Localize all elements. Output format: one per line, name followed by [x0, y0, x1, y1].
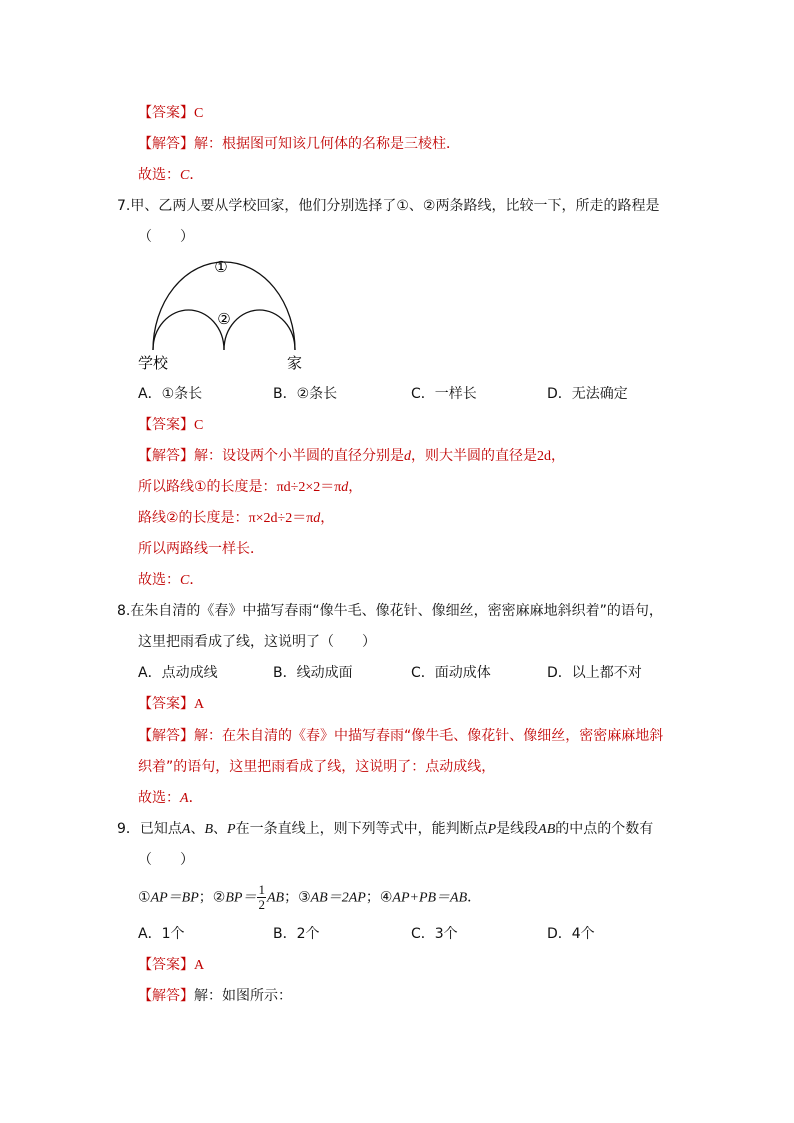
q7-a1-text: 设设两个小半圆的直径分别是	[222, 448, 404, 464]
q9-cond-2-post: AB	[266, 890, 285, 906]
q9-stem-d: 的中点的个数有	[555, 821, 654, 837]
q9-stem	[117, 819, 653, 840]
q7-a2-text: 所以路线①的长度是：	[138, 479, 277, 495]
q7-a2-d: d	[341, 480, 349, 495]
q9-cond-2-pre: BP＝	[225, 890, 257, 906]
q9-cond-3: AB＝2AP	[310, 890, 366, 906]
q7-a1-2d: 2d	[537, 449, 551, 464]
jie-label: 解：	[194, 988, 222, 1004]
q6-final-line	[138, 165, 203, 186]
jie-label: 解：	[194, 448, 222, 464]
q7-analysis-line-2	[138, 477, 362, 498]
q7-a2-comma: ，	[348, 479, 363, 495]
q8-analysis-line-1	[138, 726, 663, 746]
q9-option-b[interactable]: B．2个	[273, 926, 320, 942]
q6-final-prefix: 故选：	[138, 167, 180, 183]
q9-cond-4: AP+PB＝AB	[392, 890, 468, 906]
q9-sep-1: 、	[190, 821, 205, 837]
answer-label: 【答案】	[138, 696, 194, 712]
q9-conditions	[138, 883, 481, 913]
q6-analysis-text: 根据图可知该几何体的名称是三棱柱．	[222, 136, 460, 152]
q6-answer-value: C	[194, 106, 204, 121]
q7-a1-d: d	[404, 449, 411, 464]
route-1-label: ①	[214, 258, 228, 276]
jie-label: 解：	[194, 136, 222, 152]
q7-answer-value: C	[194, 418, 204, 433]
q7-final-line	[138, 570, 203, 591]
q9-semi-3: ；	[365, 889, 380, 906]
q9-stem-a: 9．已知点	[117, 821, 182, 837]
q8-answer-line	[138, 694, 204, 715]
q9-sep-2: 、	[213, 821, 228, 837]
q7-analysis-line-3	[138, 508, 334, 529]
q9-cond-1-num: ①	[138, 889, 151, 906]
q7-a1-comma: ，	[551, 448, 565, 464]
home-label: 家	[287, 354, 303, 372]
q7-analysis-line-1	[138, 446, 565, 467]
q8-final-value: A	[180, 791, 189, 806]
q7-a3-comma: ，	[320, 510, 335, 526]
q7-final-period: ．	[189, 572, 204, 588]
q7-route-figure	[0, 250, 794, 390]
analysis-label: 【解答】	[138, 448, 194, 464]
q8-answer-value: A	[194, 697, 205, 712]
q7-option-c[interactable]: C．一样长	[411, 386, 477, 402]
q9-cond-3-num: ③	[298, 889, 311, 906]
q9-cond-1: AP＝BP	[150, 890, 199, 906]
q9-answer-line	[138, 955, 204, 976]
answer-label: 【答案】	[138, 105, 194, 121]
fraction-denominator: 2	[258, 897, 265, 912]
q9-cond-4-num: ④	[379, 889, 393, 906]
q7-option-a[interactable]: A．①条长	[138, 386, 203, 402]
q9-point-b: B	[204, 822, 214, 837]
q8-final-period: ．	[188, 790, 203, 806]
q9-semi-1: ；	[198, 889, 213, 906]
q8-stem-1: 8.在朱自清的《春》中描写春雨“像牛毛、像花针、像细丝，密密麻麻地斜织着”的语句，	[117, 603, 663, 619]
route-2-label: ②	[217, 310, 231, 328]
q9-analysis-line	[138, 986, 292, 1006]
q9-point-p: P	[227, 822, 236, 837]
q9-answer-value: A	[194, 958, 205, 973]
answer-label: 【答案】	[138, 417, 194, 433]
q9-segment-ab: AB	[538, 822, 556, 837]
answer-label: 【答案】	[138, 957, 194, 973]
q9-point-a: A	[181, 822, 191, 837]
q9-stem-c: 是线段	[496, 821, 539, 837]
q9-cond-end: ．	[467, 889, 482, 906]
q8-option-b[interactable]: B．线动成面	[273, 665, 353, 681]
q7-answer-line	[138, 415, 203, 436]
q9-point-p-2: P	[487, 822, 497, 837]
q7-a3-expr: π×2d÷2＝π	[248, 511, 314, 526]
q6-final-period: ．	[189, 167, 204, 183]
school-label: 学校	[138, 354, 169, 372]
q7-a1-mid: ，则大半圆的直径是	[411, 448, 537, 464]
q8-option-d[interactable]: D．以上都不对	[547, 665, 642, 681]
q8-analysis-text-1: 在朱自清的《春》中描写春雨“像牛毛、像花针、像细丝，密密麻麻地斜	[222, 728, 664, 744]
analysis-label: 【解答】	[138, 988, 194, 1004]
q8-option-c[interactable]: C．面动成体	[411, 665, 491, 681]
q9-stem-b: 在一条直线上，则下列等式中，能判断点	[235, 821, 488, 837]
q7-option-b[interactable]: B．②条长	[273, 386, 338, 402]
q7-paren: （ ）	[138, 229, 194, 245]
q9-fraction	[257, 883, 266, 912]
route-2-left-arc	[153, 310, 224, 350]
q7-analysis-line-4: 所以两路线一样长．	[138, 541, 264, 557]
q8-final-line	[138, 788, 203, 809]
q9-cond-2-num: ②	[212, 889, 226, 906]
q6-analysis-line	[138, 134, 460, 154]
q6-answer-line	[138, 103, 203, 124]
q7-final-value: C	[180, 573, 190, 588]
q7-a2-expr: πd÷2×2＝π	[276, 480, 342, 495]
q7-a3-text: 路线②的长度是：	[138, 510, 249, 526]
q7-a3-d: d	[313, 511, 321, 526]
analysis-label: 【解答】	[138, 136, 194, 152]
q7-stem: 7.甲、乙两人要从学校回家，他们分别选择了①、②两条路线，比较一下，所走的路程是	[117, 198, 660, 214]
q9-option-d[interactable]: D．4个	[547, 926, 595, 942]
q8-analysis-line-2: 织着”的语句，这里把雨看成了线，这说明了：点动成线，	[138, 759, 496, 775]
jie-label: 解：	[194, 728, 222, 744]
q9-paren: （ ）	[138, 852, 194, 868]
q9-option-a[interactable]: A．1个	[138, 926, 185, 942]
q7-final-prefix: 故选：	[138, 572, 180, 588]
q6-final-value: C	[180, 168, 190, 183]
q8-stem-2: 这里把雨看成了线，这说明了（ ）	[138, 634, 376, 650]
q9-semi-2: ；	[284, 889, 299, 906]
q9-option-c[interactable]: C．3个	[411, 926, 458, 942]
route-2-right-arc	[224, 310, 295, 350]
q9-analysis-text: 如图所示：	[222, 988, 292, 1004]
q8-option-a[interactable]: A．点动成线	[138, 665, 218, 681]
fraction-numerator: 1	[258, 882, 265, 897]
q8-final-prefix: 故选：	[138, 790, 180, 806]
q7-option-d[interactable]: D．无法确定	[547, 386, 628, 402]
analysis-label: 【解答】	[138, 728, 194, 744]
